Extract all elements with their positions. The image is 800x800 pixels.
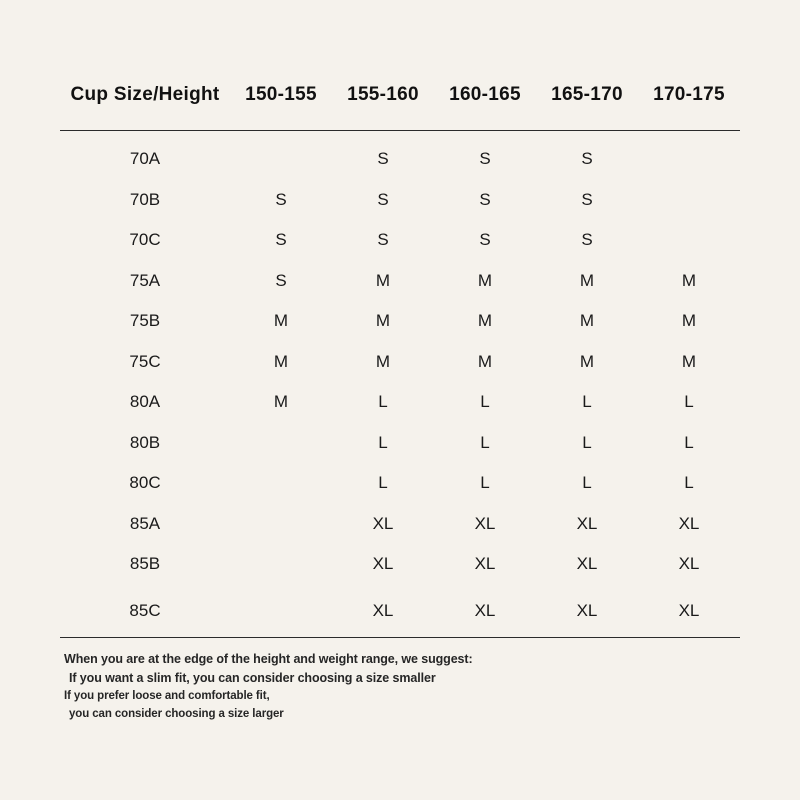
table-row [60, 504, 740, 545]
size-cell: L [684, 392, 694, 412]
table-row [60, 301, 740, 342]
size-cell: M [375, 311, 391, 331]
row-label: 75C [129, 351, 161, 371]
row-label: 70B [129, 189, 161, 209]
size-cell: S [377, 230, 389, 250]
size-cell: XL [372, 513, 394, 533]
size-cell: M [681, 270, 697, 290]
size-cell: XL [576, 554, 598, 574]
size-cell [230, 585, 332, 638]
table-row [60, 382, 740, 423]
size-cell: L [582, 392, 592, 412]
size-cell: S [581, 149, 593, 169]
note-line-2: If you want a slim fit, you can consider choosing a size smaller [69, 670, 436, 685]
size-cell: M [579, 351, 595, 371]
size-cell: S [581, 189, 593, 209]
row-label: 85C [60, 585, 230, 638]
table-row [60, 131, 740, 180]
note-line-1: When you are at the edge of the height and weight range, we suggest: [64, 651, 473, 666]
size-cell: L [378, 432, 388, 452]
table-header [60, 60, 740, 131]
corner-header-label: Cup Size/Height [60, 60, 230, 131]
row-label: 80B [129, 432, 161, 452]
row-label: 70C [129, 230, 161, 250]
size-cell: XL [434, 585, 536, 638]
column-header: 165-170 [536, 60, 638, 131]
row-label: 75A [129, 270, 161, 290]
size-cell: M [375, 270, 391, 290]
column-header: 160-165 [434, 60, 536, 131]
size-cell: XL [576, 513, 598, 533]
size-cell: M [681, 351, 697, 371]
table-row [60, 423, 740, 464]
size-cell [638, 220, 740, 261]
size-cell: M [273, 392, 289, 412]
size-cell: M [477, 311, 493, 331]
size-cell: S [275, 230, 287, 250]
size-cell: L [582, 473, 592, 493]
size-cell: S [479, 230, 491, 250]
size-cell [638, 131, 740, 180]
size-cell: S [377, 189, 389, 209]
column-header: 155-160 [332, 60, 434, 131]
table-row [60, 342, 740, 383]
size-cell: L [480, 432, 490, 452]
size-cell: S [275, 270, 287, 290]
table-row [60, 463, 740, 504]
row-label: 85A [129, 513, 161, 533]
size-cell: XL [332, 585, 434, 638]
size-cell: M [375, 351, 391, 371]
size-cell: XL [678, 513, 700, 533]
size-cell: M [579, 311, 595, 331]
size-cell: L [378, 392, 388, 412]
table-row [60, 585, 740, 638]
size-cell: M [477, 270, 493, 290]
size-cell: S [581, 230, 593, 250]
size-cell [230, 544, 332, 585]
column-header: 170-175 [638, 60, 740, 131]
size-advice-notes [60, 650, 740, 724]
size-cell: XL [372, 554, 394, 574]
size-cell: S [377, 149, 389, 169]
size-cell: L [480, 473, 490, 493]
table-row [60, 544, 740, 585]
size-chart-table [60, 60, 740, 638]
column-header: 150-155 [230, 60, 332, 131]
size-cell: L [684, 432, 694, 452]
size-cell: L [378, 473, 388, 493]
size-cell: XL [638, 585, 740, 638]
table-row [60, 220, 740, 261]
table-row [60, 180, 740, 221]
table-row [60, 261, 740, 302]
table-body [60, 131, 740, 638]
note-line-4: you can consider choosing a size larger [69, 708, 284, 721]
size-cell: L [582, 432, 592, 452]
size-cell [230, 131, 332, 180]
size-cell: M [273, 311, 289, 331]
size-cell: XL [474, 554, 496, 574]
size-cell: XL [678, 554, 700, 574]
size-cell: XL [536, 585, 638, 638]
size-cell: L [684, 473, 694, 493]
size-cell: M [681, 311, 697, 331]
row-label: 70A [129, 149, 161, 169]
size-cell [230, 463, 332, 504]
row-label: 80A [129, 392, 161, 412]
size-cell [230, 504, 332, 545]
size-cell: M [273, 351, 289, 371]
size-cell: S [275, 189, 287, 209]
row-label: 85B [129, 554, 161, 574]
size-cell: S [479, 189, 491, 209]
size-cell [638, 180, 740, 221]
size-cell [230, 423, 332, 464]
header-row [60, 60, 740, 131]
size-cell: M [477, 351, 493, 371]
size-cell: M [579, 270, 595, 290]
note-line-3: If you prefer loose and comfortable fit, [64, 690, 270, 703]
size-cell: L [480, 392, 490, 412]
row-label: 75B [129, 311, 161, 331]
size-cell: S [479, 149, 491, 169]
row-label: 80C [129, 473, 161, 493]
size-cell: XL [474, 513, 496, 533]
